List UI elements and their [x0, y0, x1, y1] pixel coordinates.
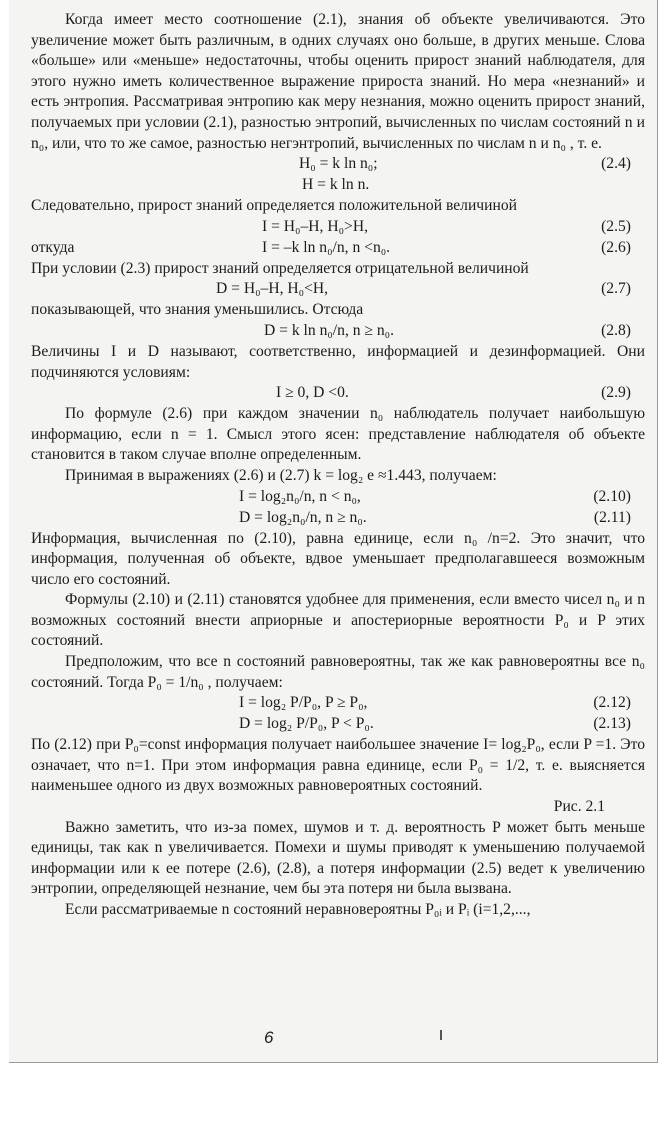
equation-number: (2.9) [601, 384, 631, 402]
equation-2-8 [31, 321, 645, 342]
equation-text: D = H₀–H, H₀<H, [216, 280, 329, 298]
paragraph: Информация, вычисленная по (2.10), равна единице, если n₀ /n=2. Это значит, что информация, полученная об объекте, вдвое уменьшает предполагавшееся возможным число его состояний. [31, 529, 645, 588]
figure-caption: Рис. 2.1 [553, 798, 605, 816]
page-number: 6 [264, 1028, 274, 1047]
paragraph: Когда имеет место соотношение (2.1), знания об объекте увеличиваются. Это увеличение может быть различным, в одних случаях оно больше, в других меньше. Слова «больше» или «меньше» недостаточны, чтобы оценить прирост знаний наблюдателя, для этого нужно иметь количественное выражение прироста знаний. Но мера «незнаний» и есть энтропия. Рассматривая энтропию как меру незнания, можно оценить прирост знаний, получаемых при условии (2.1), разностью энтропий, вычисленных по числам состояний n и n₀, или, что то же самое, разностью негэнтропий, вычисленных по числам n и n₀ , т. е. [31, 11, 645, 152]
equation-2-5 [31, 217, 645, 238]
page-text [31, 10, 645, 921]
equation-2-12 [31, 693, 645, 714]
paragraph: По (2.12) при P₀=const информация получает наибольшее значение I= log₂P₀, если P =1. Это означает, что n=1. При этом информация равна единице, если P₀ = 1/2, т. е. выясняется наименьшее одного из двух возможных равновероятных состояний. [31, 736, 645, 795]
book-page [9, 0, 658, 1063]
equation-number: (2.12) [593, 694, 631, 712]
equation-2-11 [31, 508, 645, 529]
equation-number: (2.5) [601, 217, 631, 235]
equation-text: I ≥ 0, D <0. [276, 384, 349, 402]
paragraph: Формулы (2.10) и (2.11) становятся удобнее для применения, если вместо чисел n₀ и n возможных состояний внести априорные и апостериорные вероятности P₀ и P этих состояний. [31, 591, 645, 650]
paragraph: Следовательно, прирост знаний определяется положительной величиной [31, 197, 517, 215]
equation-2-7 [31, 279, 645, 300]
equation-text: I = log₂n₀/n, n < n₀, [239, 487, 361, 505]
paragraph: Важно заметить, что из-за помех, шумов и т. д. вероятность P может быть меньше единицы, так как n увеличивается. Помехи и шумы приводят к уменьшению получаемой информации или к ее потере (2.6), (2.8), а потеря информации (2.5) ведет к увеличению энтропии, определяющей незнание, чем бы эта потеря ни была вызвана. [31, 818, 645, 898]
paragraph: показывающей, что знания уменьшились. Отсюда [31, 301, 364, 319]
equation-number: (2.8) [601, 321, 631, 339]
equation-text: D = log₂ P/P₀, P < P₀. [239, 715, 374, 733]
paragraph: Величины I и D называют, соответственно, информацией и дезинформацией. Они подчиняются условиям: [31, 342, 645, 381]
equation-text: D = k ln n₀/n, n ≥ n₀. [264, 321, 395, 339]
equation-number: (2.11) [593, 508, 631, 526]
paragraph: По формуле (2.6) при каждом значении n₀ наблюдатель получает наибольшую информацию, если n = 1. Смысл этого ясен: представление наблюдателя об объекте становится в таком случае вполне определенным. [31, 405, 645, 464]
equation-2-4-second [31, 175, 645, 196]
paragraph: Принимая в выражениях (2.6) и (2.7) k = log₂ e ≈1.443, получаем: [65, 466, 497, 484]
equation-2-4 [31, 154, 645, 175]
equation-text: H = k ln n. [302, 176, 370, 194]
equation-text: I = –k ln n₀/n, n <n₀. [262, 238, 391, 256]
equation-number: (2.7) [601, 280, 631, 298]
equation-2-6 [31, 238, 645, 259]
equation-number: (2.4) [601, 155, 631, 173]
equation-text: H₀ = k ln n₀; [299, 155, 378, 173]
scan-mark [440, 1030, 442, 1040]
equation-number: (2.6) [601, 238, 631, 256]
equation-text: I = log₂ P/P₀, P ≥ P₀, [239, 694, 368, 712]
equation-text: D = log₂n₀/n, n ≥ n₀. [239, 508, 367, 526]
equation-number: (2.13) [593, 715, 631, 733]
equation-text: I = H₀–H, H₀>H, [262, 217, 368, 235]
paragraph: Если рассматриваемые n состояний неравновероятны P₀ᵢ и Pᵢ (i=1,2,..., [65, 901, 531, 918]
equation-2-10 [31, 487, 645, 508]
paragraph: При условии (2.3) прирост знаний определяется отрицательной величиной [31, 259, 529, 277]
paragraph: Предположим, что все n состояний равновероятны, так же как равновероятны все n₀ состояний. Тогда P₀ = 1/n₀ , получаем: [31, 653, 645, 691]
equation-2-13 [31, 714, 645, 735]
equation-lead-text: откуда [31, 238, 75, 256]
equation-2-9 [31, 383, 645, 404]
equation-number: (2.10) [593, 487, 631, 505]
